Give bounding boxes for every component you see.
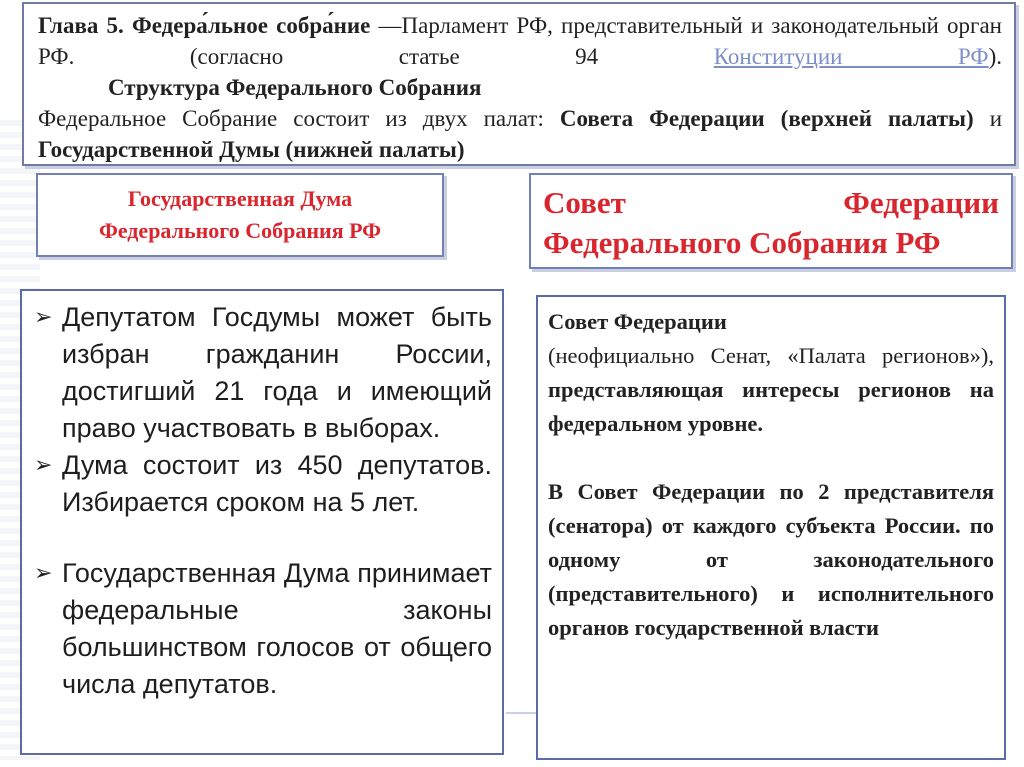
sovet-title-box: [529, 173, 1013, 269]
source-suffix: ).: [988, 44, 1003, 69]
duma-title-box: [36, 173, 444, 257]
sovet-box-title: Совет Федерации: [548, 309, 727, 334]
source-prefix: (согласно статье 94: [189, 44, 599, 69]
constitution-link[interactable]: Конституции РФ: [713, 44, 989, 69]
sovet-title-line1: Совет Федерации: [543, 185, 999, 220]
and-text: и: [989, 106, 1002, 131]
term: Федера́льное собра́ние: [131, 13, 371, 38]
duma-chamber: Государственной Думы (нижней палаты): [38, 137, 465, 162]
duma-list-box: [20, 289, 504, 755]
list-item: [34, 299, 492, 447]
header-box: [22, 2, 1016, 166]
header-definition: [38, 10, 1002, 72]
sovet-para2: В Совет Федерации по 2 представителя (сенатора) от каждого субъекта России. по одному от законодательного (представительного) и исполнительного органов государственной власти: [548, 479, 994, 640]
header-intro: [38, 103, 1002, 165]
arrow-bullet-icon: ➢: [34, 561, 53, 586]
structure-title: Структура Федерального Собрания: [108, 75, 482, 100]
sovet-para1: [548, 339, 994, 441]
arrow-bullet-icon: ➢: [34, 453, 53, 478]
list-item-text: Депутатом Госдумы может быть избран гражданин России, достигший 21 года и имеющий право участвовать в выборах.: [62, 302, 492, 443]
chapter-prefix: Глава 5.: [38, 13, 124, 38]
duma-title-line1: Государственная Дума: [127, 186, 353, 211]
sovet-title-line2: Федерального Собрания РФ: [543, 225, 941, 260]
intro-text: Федеральное Собрание состоит из двух палат:: [38, 106, 544, 131]
sovet-chamber: Совета Федерации (верхней палаты): [559, 106, 974, 131]
list-item-text: Дума состоит из 450 депутатов. Избирается сроком на 5 лет.: [62, 450, 492, 517]
definition: —Парламент РФ, представительный и законодательный орган РФ.: [38, 13, 1002, 69]
list-item: [34, 447, 492, 521]
arrow-bullet-icon: ➢: [34, 305, 53, 330]
sovet-para1-bold: представляющая интересы регионов на федеральном уровне.: [548, 377, 994, 436]
sovet-para1-plain: (неофициально Сенат, «Палата регионов»),: [548, 343, 994, 368]
duma-title-line2: Федерального Собрания РФ: [98, 218, 382, 243]
sovet-info-box: [536, 295, 1006, 760]
list-item-text: Государственная Дума принимает федеральные законы большинством голосов от общего числа депутатов.: [62, 558, 492, 699]
list-item: [34, 555, 492, 703]
